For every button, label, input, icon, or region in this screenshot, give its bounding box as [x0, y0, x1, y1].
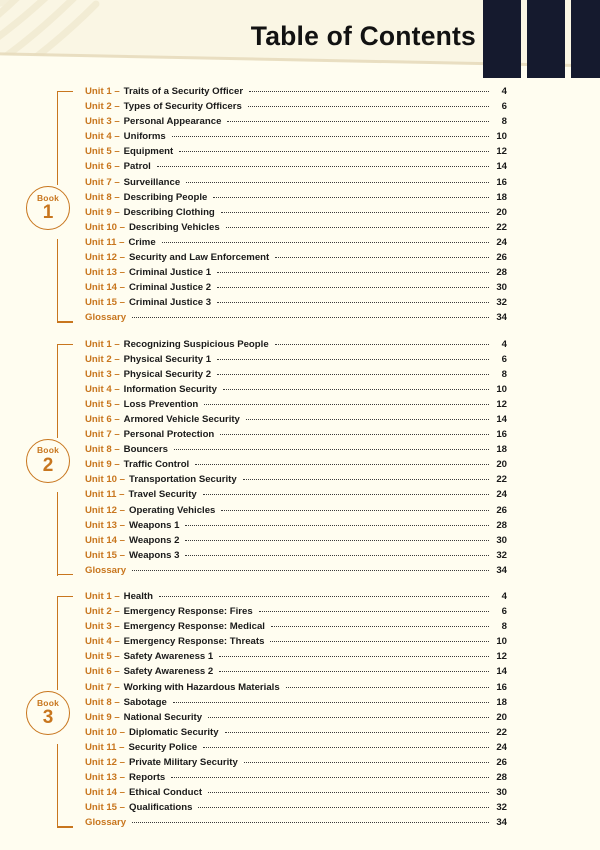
unit-title: Traits of a Security Officer — [123, 86, 244, 97]
dot-leader — [217, 359, 489, 360]
unit-title: Criminal Justice 3 — [129, 297, 212, 309]
unit-number-label: Unit 12 – — [85, 252, 125, 264]
page-number: 18 — [496, 191, 507, 203]
dot-leader — [223, 389, 489, 390]
page-number: 32 — [496, 297, 507, 309]
toc-entry-row[interactable] — [85, 339, 507, 354]
unit-number-label: Unit 7 – — [85, 176, 120, 188]
toc-entry-row[interactable] — [85, 606, 507, 621]
page-number: 14 — [496, 413, 507, 425]
unit-title: Physical Security 2 — [123, 368, 212, 380]
glossary-label: Glossary — [85, 564, 127, 576]
bracket-line-upper — [57, 344, 58, 438]
toc-entry-row[interactable] — [85, 146, 507, 161]
page-number: 16 — [496, 681, 507, 693]
toc-glossary-row[interactable] — [85, 817, 507, 832]
page-number: 12 — [496, 146, 507, 158]
toc-entry-row[interactable] — [85, 237, 507, 252]
unit-number-label: Unit 6 – — [85, 666, 120, 678]
unit-number-label: Unit 13 – — [85, 519, 125, 531]
book-entry-list — [85, 339, 507, 581]
page-number: 24 — [496, 741, 507, 753]
toc-entry-row[interactable] — [85, 636, 507, 651]
unit-title: Emergency Response: Fires — [123, 606, 253, 618]
unit-number-label: Unit 6 – — [85, 413, 120, 425]
dot-leader — [275, 344, 489, 345]
bracket-tick-top — [57, 91, 73, 92]
page-number: 6 — [501, 353, 507, 365]
unit-title: Weapons 2 — [129, 534, 180, 546]
toc-entry-row[interactable] — [85, 86, 507, 101]
toc-entry-row[interactable] — [85, 252, 507, 267]
unit-title: Safety Awareness 2 — [123, 666, 214, 678]
header-accent-bar-3 — [571, 0, 600, 78]
unit-title: Diplomatic Security — [129, 726, 219, 738]
toc-entry-row[interactable] — [85, 177, 507, 192]
unit-number-label: Unit 15 – — [85, 297, 125, 309]
page-number: 32 — [496, 802, 507, 814]
dot-leader — [162, 242, 489, 243]
dot-leader — [179, 151, 489, 152]
toc-entry-row[interactable] — [85, 757, 507, 772]
unit-number-label: Unit 11 – — [85, 489, 125, 501]
unit-title: Describing Vehicles — [129, 221, 220, 233]
page-number: 28 — [496, 267, 507, 279]
page-number: 20 — [496, 711, 507, 723]
unit-number-label: Unit 4 – — [85, 131, 120, 143]
unit-number-label: Unit 8 – — [85, 444, 120, 456]
unit-number-label: Unit 12 – — [85, 757, 125, 769]
unit-title: Uniforms — [123, 131, 166, 143]
unit-number-label: Unit 7 – — [85, 681, 120, 693]
book-section — [0, 339, 600, 581]
unit-title: Personal Protection — [123, 429, 215, 441]
toc-entry-row[interactable] — [85, 101, 507, 116]
toc-entry-row[interactable] — [85, 682, 507, 697]
unit-title: Weapons 3 — [129, 549, 180, 561]
unit-number-label: Unit 1 – — [85, 338, 120, 350]
toc-entry-row[interactable] — [85, 384, 507, 399]
unit-title: Emergency Response: Threats — [123, 636, 265, 648]
toc-entry-row[interactable] — [85, 222, 507, 237]
page-number: 16 — [496, 429, 507, 441]
dot-leader — [220, 434, 489, 435]
page-header — [0, 0, 600, 78]
dot-leader — [198, 807, 489, 808]
dot-leader — [243, 479, 489, 480]
unit-title: Sabotage — [123, 696, 167, 708]
dot-leader — [204, 404, 489, 405]
unit-title: Types of Security Officers — [123, 101, 242, 113]
page-number: 30 — [496, 282, 507, 294]
book-number-badge[interactable] — [26, 439, 70, 483]
dot-leader — [225, 732, 489, 733]
dot-leader — [275, 257, 489, 258]
book-number-badge[interactable] — [26, 691, 70, 735]
dot-leader — [185, 540, 489, 541]
dot-leader — [132, 822, 489, 823]
unit-number-label: Unit 10 – — [85, 474, 125, 486]
toc-entry-row[interactable] — [85, 474, 507, 489]
unit-title: Describing Clothing — [123, 206, 215, 218]
toc-entry-row[interactable] — [85, 712, 507, 727]
bracket-line-lower — [57, 239, 58, 323]
dot-leader — [185, 555, 489, 556]
unit-number-label: Unit 9 – — [85, 711, 120, 723]
page-number: 12 — [496, 398, 507, 410]
dot-leader — [174, 449, 489, 450]
dot-leader — [259, 611, 489, 612]
dot-leader — [226, 227, 489, 228]
toc-entry-row[interactable] — [85, 131, 507, 146]
dot-leader — [132, 317, 489, 318]
unit-title: Health — [123, 591, 153, 602]
page-number: 26 — [496, 757, 507, 769]
dot-leader — [227, 121, 489, 122]
unit-title: Ethical Conduct — [129, 787, 203, 799]
page-number: 26 — [496, 504, 507, 516]
page-number: 12 — [496, 651, 507, 663]
unit-number-label: Unit 2 – — [85, 353, 120, 365]
dot-leader — [159, 596, 489, 597]
unit-title: Security Police — [128, 741, 198, 753]
toc-entry-row[interactable] — [85, 297, 507, 312]
dot-leader — [219, 656, 489, 657]
dot-leader — [270, 641, 489, 642]
toc-entry-row[interactable] — [85, 207, 507, 222]
dot-leader — [248, 106, 489, 107]
unit-number-label: Unit 9 – — [85, 459, 120, 471]
toc-entry-row[interactable] — [85, 742, 507, 757]
unit-number-label: Unit 14 – — [85, 787, 125, 799]
unit-title: Personal Appearance — [123, 116, 222, 128]
unit-title: Private Military Security — [129, 757, 238, 769]
page-number: 34 — [496, 564, 507, 576]
badge-number-label: 1 — [42, 202, 54, 224]
unit-number-label: Unit 4 – — [85, 383, 120, 395]
glossary-label: Glossary — [85, 312, 127, 324]
dot-leader — [217, 287, 489, 288]
unit-number-label: Unit 4 – — [85, 636, 120, 648]
dot-leader — [186, 182, 489, 183]
page-number: 4 — [501, 338, 507, 350]
page-number: 6 — [501, 101, 507, 113]
unit-title: Emergency Response: Medical — [123, 621, 265, 633]
unit-number-label: Unit 10 – — [85, 221, 125, 233]
unit-title: Reports — [129, 772, 166, 784]
unit-number-label: Unit 13 – — [85, 267, 125, 279]
toc-entry-row[interactable] — [85, 414, 507, 429]
unit-number-label: Unit 14 – — [85, 534, 125, 546]
unit-title: Safety Awareness 1 — [123, 651, 214, 663]
page-number: 18 — [496, 444, 507, 456]
dot-leader — [203, 747, 489, 748]
toc-entry-row[interactable] — [85, 591, 507, 606]
page-number: 22 — [496, 221, 507, 233]
toc-entry-row[interactable] — [85, 550, 507, 565]
unit-title: Equipment — [123, 146, 174, 158]
unit-title: National Security — [123, 711, 203, 723]
toc-entry-row[interactable] — [85, 192, 507, 207]
unit-title: Crime — [128, 236, 156, 248]
header-accent-bar-1 — [483, 0, 521, 78]
unit-number-label: Unit 11 – — [85, 236, 125, 248]
page-number: 8 — [501, 368, 507, 380]
page-number: 26 — [496, 252, 507, 264]
page-number: 8 — [501, 116, 507, 128]
dot-leader — [171, 777, 489, 778]
bracket-tick-bottom — [57, 574, 73, 575]
unit-title: Qualifications — [129, 802, 193, 814]
unit-title: Describing People — [123, 191, 208, 203]
unit-number-label: Unit 5 – — [85, 398, 120, 410]
page-number: 4 — [501, 591, 507, 602]
toc-entry-row[interactable] — [85, 535, 507, 550]
book-entry-list — [85, 86, 507, 328]
toc-entry-row[interactable] — [85, 267, 507, 282]
dot-leader — [249, 91, 489, 92]
page-title: Table of Contents — [250, 21, 476, 51]
dot-leader — [219, 671, 489, 672]
unit-title: Patrol — [123, 161, 151, 173]
unit-number-label: Unit 8 – — [85, 696, 120, 708]
dot-leader — [208, 717, 489, 718]
page-number: 14 — [496, 161, 507, 173]
toc-entry-row[interactable] — [85, 772, 507, 787]
toc-entry-row[interactable] — [85, 354, 507, 369]
page-number: 34 — [496, 312, 507, 324]
bracket-tick-top — [57, 596, 73, 597]
toc-entry-row[interactable] — [85, 727, 507, 742]
bracket-tick-bottom — [57, 321, 73, 322]
page-number: 22 — [496, 726, 507, 738]
unit-title: Criminal Justice 2 — [129, 282, 212, 294]
unit-number-label: Unit 9 – — [85, 206, 120, 218]
dot-leader — [173, 702, 489, 703]
page-number: 20 — [496, 459, 507, 471]
unit-title: Bouncers — [123, 444, 168, 456]
page-number: 8 — [501, 621, 507, 633]
dot-leader — [286, 687, 489, 688]
unit-number-label: Unit 3 – — [85, 368, 120, 380]
page-number: 10 — [496, 131, 507, 143]
book-entry-list — [85, 591, 507, 833]
unit-number-label: Unit 1 – — [85, 591, 120, 602]
dot-leader — [246, 419, 489, 420]
unit-title: Armored Vehicle Security — [123, 413, 240, 425]
toc-entry-row[interactable] — [85, 520, 507, 535]
page-number: 16 — [496, 176, 507, 188]
page-number: 34 — [496, 817, 507, 829]
page-number: 28 — [496, 772, 507, 784]
dot-leader — [213, 197, 489, 198]
toc-entry-row[interactable] — [85, 282, 507, 297]
toc-entry-row[interactable] — [85, 802, 507, 817]
unit-title: Weapons 1 — [129, 519, 180, 531]
toc-entry-row[interactable] — [85, 116, 507, 131]
unit-number-label: Unit 14 – — [85, 282, 125, 294]
badge-word-label: Book — [36, 445, 60, 456]
unit-number-label: Unit 2 – — [85, 101, 120, 113]
page-number: 6 — [501, 606, 507, 618]
unit-number-label: Unit 7 – — [85, 429, 120, 441]
header-accent-bar-2 — [527, 0, 565, 78]
page-number: 18 — [496, 696, 507, 708]
unit-title: Operating Vehicles — [129, 504, 216, 516]
book-section — [0, 86, 600, 328]
dot-leader — [217, 302, 489, 303]
unit-title: Information Security — [123, 383, 217, 395]
book-number-badge[interactable] — [26, 186, 70, 230]
unit-number-label: Unit 11 – — [85, 741, 125, 753]
dot-leader — [221, 212, 489, 213]
unit-title: Criminal Justice 1 — [129, 267, 212, 279]
unit-title: Physical Security 1 — [123, 353, 212, 365]
unit-title: Surveillance — [123, 176, 181, 188]
unit-number-label: Unit 6 – — [85, 161, 120, 173]
dot-leader — [217, 272, 489, 273]
page-number: 30 — [496, 787, 507, 799]
unit-number-label: Unit 2 – — [85, 606, 120, 618]
dot-leader — [172, 136, 489, 137]
page-number: 22 — [496, 474, 507, 486]
unit-number-label: Unit 5 – — [85, 146, 120, 158]
unit-number-label: Unit 5 – — [85, 651, 120, 663]
unit-title: Recognizing Suspicious People — [123, 338, 269, 350]
toc-entry-row[interactable] — [85, 666, 507, 681]
toc-entry-row[interactable] — [85, 697, 507, 712]
bracket-line-lower — [57, 492, 58, 576]
unit-title: Security and Law Enforcement — [129, 252, 270, 264]
unit-number-label: Unit 15 – — [85, 802, 125, 814]
toc-entry-row[interactable] — [85, 505, 507, 520]
toc-glossary-row[interactable] — [85, 565, 507, 580]
unit-number-label: Unit 13 – — [85, 772, 125, 784]
dot-leader — [244, 762, 489, 763]
toc-entry-row[interactable] — [85, 787, 507, 802]
toc-entry-row[interactable] — [85, 621, 507, 636]
bracket-line-upper — [57, 91, 58, 185]
unit-title: Loss Prevention — [123, 398, 199, 410]
dot-leader — [208, 792, 489, 793]
bracket-tick-bottom — [57, 826, 73, 827]
page-number: 14 — [496, 666, 507, 678]
page-number: 24 — [496, 489, 507, 501]
dot-leader — [185, 525, 489, 526]
unit-title: Travel Security — [128, 489, 197, 501]
toc-entry-row[interactable] — [85, 444, 507, 459]
dot-leader — [157, 166, 489, 167]
dot-leader — [271, 626, 489, 627]
bracket-line-lower — [57, 744, 58, 828]
bracket-line-upper — [57, 596, 58, 690]
badge-number-label: 3 — [42, 707, 54, 729]
bracket-tick-top — [57, 344, 73, 345]
page-number: 24 — [496, 236, 507, 248]
page-number: 4 — [501, 86, 507, 97]
toc-entry-row[interactable] — [85, 161, 507, 176]
dot-leader — [221, 510, 489, 511]
unit-number-label: Unit 3 – — [85, 621, 120, 633]
unit-number-label: Unit 15 – — [85, 549, 125, 561]
unit-title: Traffic Control — [123, 459, 190, 471]
dot-leader — [132, 570, 489, 571]
unit-title: Working with Hazardous Materials — [123, 681, 280, 693]
badge-word-label: Book — [36, 697, 60, 708]
unit-number-label: Unit 1 – — [85, 86, 120, 97]
dot-leader — [195, 464, 489, 465]
toc-glossary-row[interactable] — [85, 312, 507, 327]
badge-number-label: 2 — [42, 454, 54, 476]
dot-leader — [203, 494, 489, 495]
page-number: 32 — [496, 549, 507, 561]
unit-number-label: Unit 8 – — [85, 191, 120, 203]
badge-word-label: Book — [36, 192, 60, 203]
unit-number-label: Unit 12 – — [85, 504, 125, 516]
unit-number-label: Unit 10 – — [85, 726, 125, 738]
toc-entry-row[interactable] — [85, 651, 507, 666]
page-number: 20 — [496, 206, 507, 218]
toc-entry-row[interactable] — [85, 459, 507, 474]
toc-entry-row[interactable] — [85, 489, 507, 504]
toc-entry-row[interactable] — [85, 369, 507, 384]
glossary-label: Glossary — [85, 817, 127, 829]
toc-entry-row[interactable] — [85, 399, 507, 414]
dot-leader — [217, 374, 489, 375]
page-number: 10 — [496, 636, 507, 648]
unit-title: Transportation Security — [129, 474, 237, 486]
unit-number-label: Unit 3 – — [85, 116, 120, 128]
table-of-contents — [0, 86, 600, 844]
page-number: 28 — [496, 519, 507, 531]
toc-entry-row[interactable] — [85, 429, 507, 444]
page-number: 10 — [496, 383, 507, 395]
page-number: 30 — [496, 534, 507, 546]
book-section — [0, 591, 600, 833]
